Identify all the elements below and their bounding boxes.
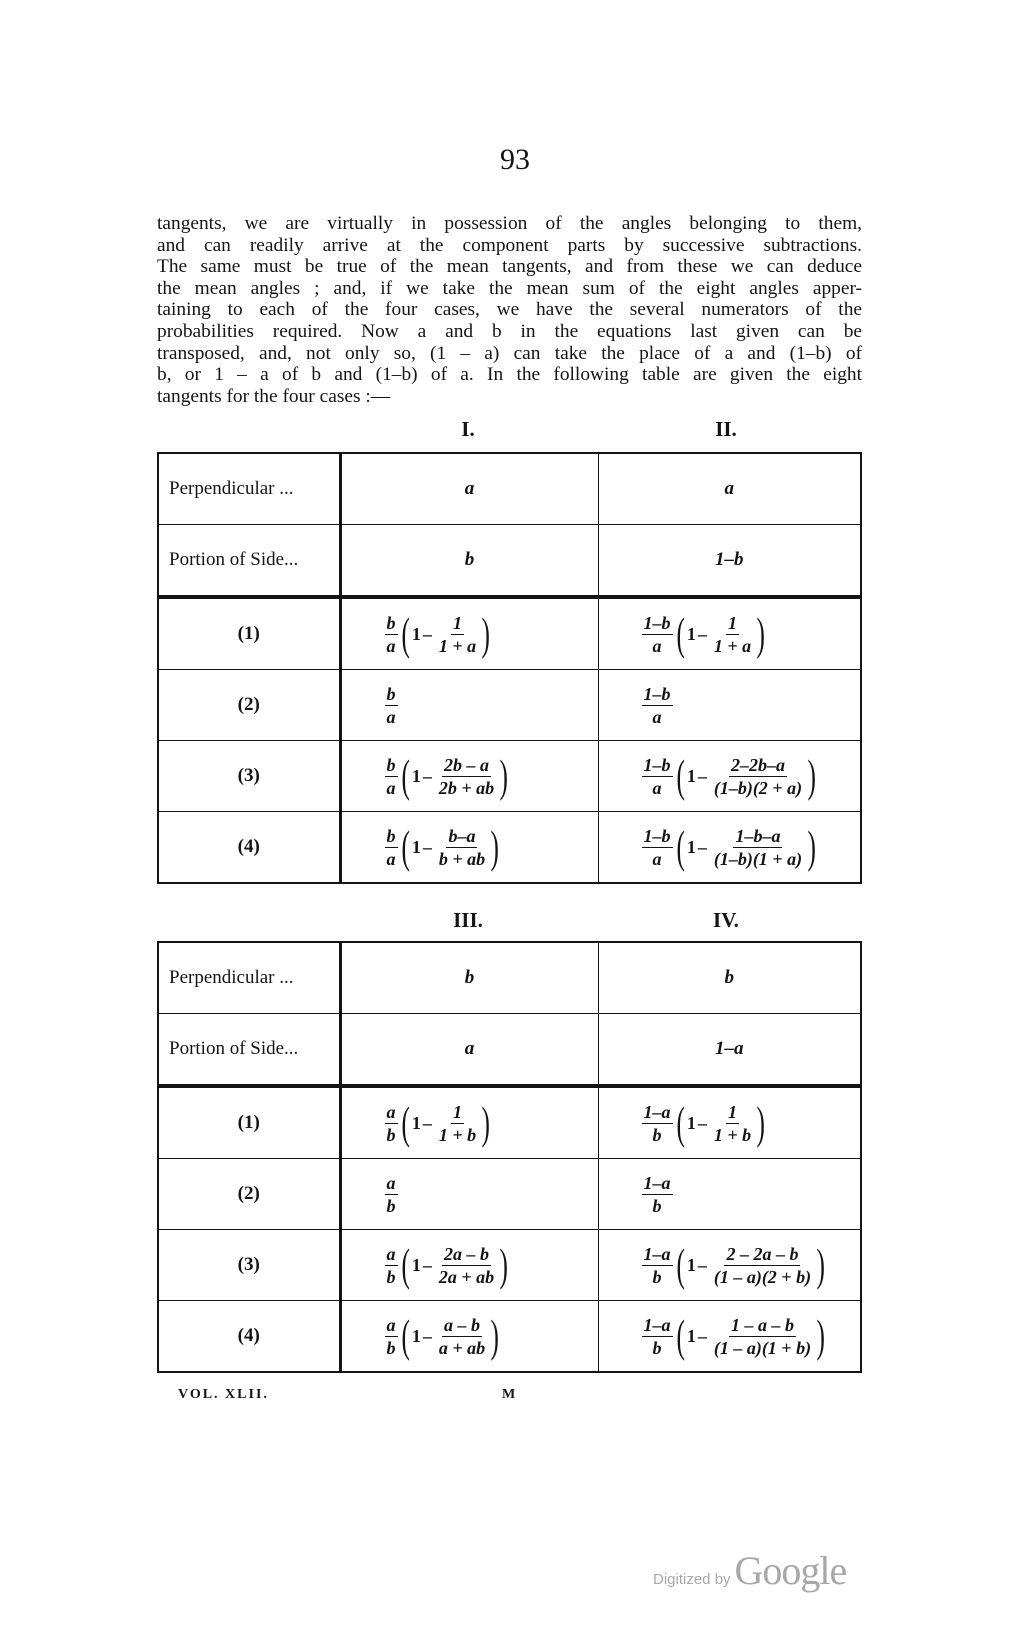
fraction-numerator: a bbox=[386, 1314, 396, 1335]
fraction-denominator: a bbox=[386, 635, 396, 656]
right-paren: ) bbox=[807, 821, 816, 872]
fraction bbox=[385, 684, 398, 727]
constant-one: 1 bbox=[411, 765, 421, 786]
perpendicular-value: b bbox=[340, 942, 598, 1014]
fraction bbox=[385, 613, 398, 656]
minus-sign: – bbox=[422, 765, 432, 786]
body-paragraph bbox=[157, 213, 862, 407]
constant-one: 1 bbox=[411, 836, 421, 857]
tangent-expression bbox=[340, 741, 598, 812]
paragraph-line: and can readily arrive at the component parts by successive subtractions. bbox=[157, 234, 862, 256]
perpendicular-value: a bbox=[724, 478, 734, 499]
math-expression bbox=[639, 608, 766, 659]
fraction bbox=[712, 1244, 813, 1287]
fraction-numerator: 1–b bbox=[643, 612, 671, 633]
minus-sign: – bbox=[697, 765, 707, 786]
fraction-numerator: 1–b bbox=[643, 754, 671, 775]
case-label: II. bbox=[715, 417, 737, 441]
minus-sign: – bbox=[697, 623, 707, 644]
left-paren: ( bbox=[675, 1239, 685, 1290]
tangent-expression bbox=[598, 1230, 861, 1301]
portion-row bbox=[158, 525, 861, 598]
fraction-denominator: 2b + ab bbox=[438, 777, 495, 798]
fraction-denominator: a bbox=[386, 777, 396, 798]
fraction bbox=[385, 755, 398, 798]
math-expression bbox=[382, 684, 401, 727]
fraction-denominator: 1 + b bbox=[713, 1124, 752, 1145]
fraction-denominator: a + ab bbox=[438, 1337, 486, 1358]
math-expression bbox=[639, 1097, 766, 1148]
tangent-expression bbox=[598, 670, 861, 741]
tangent-expression bbox=[598, 1086, 861, 1159]
fraction-numerator: 1–b bbox=[643, 825, 671, 846]
fraction-denominator: b bbox=[386, 1195, 396, 1216]
tangent-row bbox=[158, 1301, 861, 1373]
fraction bbox=[642, 684, 673, 727]
math-expression bbox=[382, 1310, 500, 1361]
fraction-numerator: 1 bbox=[727, 1101, 737, 1122]
left-paren: ( bbox=[400, 1310, 410, 1361]
fraction bbox=[642, 1315, 673, 1358]
fraction bbox=[437, 1244, 496, 1287]
fraction-numerator: b–a bbox=[448, 825, 476, 846]
math-expression bbox=[382, 750, 509, 801]
minus-sign: – bbox=[697, 836, 707, 857]
portion-value: 1–b bbox=[598, 525, 861, 598]
case-label: III. bbox=[453, 908, 483, 932]
case-labels-bottom bbox=[157, 908, 859, 938]
fraction-numerator: 1–b bbox=[643, 683, 671, 704]
tangent-row-label: (3) bbox=[158, 741, 340, 812]
fraction bbox=[385, 826, 398, 869]
right-paren: ) bbox=[481, 1097, 490, 1148]
math-expression bbox=[382, 1173, 401, 1216]
tangent-row bbox=[158, 1230, 861, 1301]
perpendicular-row bbox=[158, 942, 861, 1014]
tangent-expression bbox=[340, 1159, 598, 1230]
fraction bbox=[437, 826, 487, 869]
fraction bbox=[385, 1173, 398, 1216]
right-paren: ) bbox=[499, 1239, 508, 1290]
right-paren: ) bbox=[756, 1097, 765, 1148]
fraction-numerator: 1–b–a bbox=[735, 825, 781, 846]
paragraph-line: transposed, and, not only so, (1 – a) can take the place of a and (1–b) of bbox=[157, 342, 862, 364]
fraction bbox=[712, 826, 804, 869]
tangent-row bbox=[158, 670, 861, 741]
perpendicular-row bbox=[158, 453, 861, 525]
fraction-denominator: (1–b)(2 + a) bbox=[713, 777, 803, 798]
constant-one: 1 bbox=[411, 623, 421, 644]
math-expression bbox=[382, 608, 491, 659]
tangent-expression bbox=[598, 1301, 861, 1373]
fraction-denominator: b bbox=[652, 1266, 662, 1287]
math-expression bbox=[382, 1097, 491, 1148]
constant-one: 1 bbox=[686, 836, 696, 857]
fraction-numerator: b bbox=[386, 612, 396, 633]
fraction bbox=[642, 613, 673, 656]
fraction-denominator: b bbox=[386, 1266, 396, 1287]
page-number: 93 bbox=[500, 143, 530, 176]
left-paren: ( bbox=[675, 821, 685, 872]
fraction-numerator: a bbox=[386, 1101, 396, 1122]
fraction-numerator: 1–a bbox=[643, 1172, 671, 1193]
fraction-denominator: 1 + a bbox=[713, 635, 752, 656]
portion-value: b bbox=[340, 525, 598, 598]
constant-one: 1 bbox=[686, 623, 696, 644]
fraction bbox=[642, 755, 673, 798]
minus-sign: – bbox=[697, 1325, 707, 1346]
fraction-denominator: 2a + ab bbox=[438, 1266, 495, 1287]
fraction-denominator: 1 + a bbox=[438, 635, 477, 656]
tangent-row-label: (2) bbox=[158, 1159, 340, 1230]
tangent-expression bbox=[340, 1086, 598, 1159]
case-label: IV. bbox=[713, 908, 739, 932]
fraction-numerator: 2 – 2a – b bbox=[726, 1243, 799, 1264]
fraction bbox=[642, 1173, 673, 1216]
case-labels-top bbox=[157, 417, 859, 447]
case-label: I. bbox=[461, 417, 475, 441]
right-paren: ) bbox=[481, 608, 490, 659]
paragraph-line: The same must be true of the mean tangents, and from these we can deduce bbox=[157, 256, 862, 278]
fraction bbox=[642, 1244, 673, 1287]
fraction bbox=[712, 755, 804, 798]
right-paren: ) bbox=[816, 1310, 825, 1361]
constant-one: 1 bbox=[411, 1254, 421, 1275]
minus-sign: – bbox=[422, 623, 432, 644]
fraction-numerator: b bbox=[386, 825, 396, 846]
paragraph-line: tangents for the four cases :— bbox=[157, 385, 391, 407]
tangent-row bbox=[158, 1086, 861, 1159]
right-paren: ) bbox=[490, 1310, 499, 1361]
tangent-row bbox=[158, 812, 861, 884]
fraction-denominator: b bbox=[652, 1124, 662, 1145]
fraction bbox=[385, 1244, 398, 1287]
fraction bbox=[712, 1315, 813, 1358]
fraction-denominator: b + ab bbox=[438, 848, 486, 869]
constant-one: 1 bbox=[411, 1112, 421, 1133]
fraction-denominator: b bbox=[386, 1124, 396, 1145]
perpendicular-label: Perpendicular ... bbox=[158, 942, 340, 1014]
fraction-numerator: a bbox=[386, 1243, 396, 1264]
minus-sign: – bbox=[697, 1112, 707, 1133]
fraction bbox=[712, 1102, 753, 1145]
fraction bbox=[437, 1315, 487, 1358]
minus-sign: – bbox=[697, 1254, 707, 1275]
fraction-numerator: 2a – b bbox=[443, 1243, 489, 1264]
left-paren: ( bbox=[400, 608, 410, 659]
left-paren: ( bbox=[675, 1097, 685, 1148]
fraction-numerator: 1–a bbox=[643, 1243, 671, 1264]
fraction-numerator: 1–a bbox=[643, 1101, 671, 1122]
perpendicular-label: Perpendicular ... bbox=[158, 453, 340, 525]
fraction-numerator: b bbox=[386, 754, 396, 775]
tangent-expression bbox=[340, 670, 598, 741]
left-paren: ( bbox=[400, 1239, 410, 1290]
fraction-denominator: (1 – a)(2 + b) bbox=[713, 1266, 812, 1287]
constant-one: 1 bbox=[686, 1254, 696, 1275]
fraction-numerator: 1 – a – b bbox=[730, 1314, 794, 1335]
right-paren: ) bbox=[756, 608, 765, 659]
math-expression bbox=[639, 821, 817, 872]
tangents-table-cases-1-2 bbox=[157, 452, 862, 884]
left-paren: ( bbox=[675, 608, 685, 659]
tangent-expression bbox=[340, 1230, 598, 1301]
watermark-brand: Google bbox=[734, 1548, 847, 1593]
fraction-numerator: b bbox=[386, 683, 396, 704]
fraction-denominator: b bbox=[386, 1337, 396, 1358]
tangent-row-label: (4) bbox=[158, 812, 340, 884]
tangent-row-label: (1) bbox=[158, 1086, 340, 1159]
right-paren: ) bbox=[490, 821, 499, 872]
tangent-expression bbox=[598, 741, 861, 812]
tangent-expression bbox=[598, 812, 861, 884]
fraction bbox=[642, 826, 673, 869]
perpendicular-value: a bbox=[340, 453, 598, 525]
fraction-numerator: a – b bbox=[443, 1314, 480, 1335]
right-paren: ) bbox=[499, 750, 508, 801]
math-expression bbox=[639, 684, 676, 727]
portion-value: a bbox=[340, 1014, 598, 1087]
tangent-expression bbox=[340, 597, 598, 670]
fraction-numerator: 1–a bbox=[643, 1314, 671, 1335]
minus-sign: – bbox=[422, 1254, 432, 1275]
math-expression bbox=[639, 1239, 826, 1290]
fraction-denominator: a bbox=[652, 848, 662, 869]
fraction-numerator: 1 bbox=[727, 612, 737, 633]
watermark-prefix: Digitized by bbox=[653, 1571, 731, 1588]
perpendicular-value: b bbox=[724, 967, 734, 988]
left-paren: ( bbox=[675, 750, 685, 801]
left-paren: ( bbox=[400, 750, 410, 801]
portion-label: Portion of Side... bbox=[158, 1014, 340, 1087]
fraction bbox=[437, 613, 478, 656]
tangent-row bbox=[158, 597, 861, 670]
math-expression bbox=[382, 1239, 509, 1290]
right-paren: ) bbox=[816, 1239, 825, 1290]
tangent-row-label: (3) bbox=[158, 1230, 340, 1301]
tangent-row-label: (2) bbox=[158, 670, 340, 741]
digitized-watermark bbox=[653, 1547, 846, 1594]
math-expression bbox=[639, 1310, 826, 1361]
tangent-row bbox=[158, 741, 861, 812]
portion-row bbox=[158, 1014, 861, 1087]
fraction-numerator: 1 bbox=[452, 612, 462, 633]
fraction-denominator: b bbox=[652, 1195, 662, 1216]
fraction-denominator: a bbox=[652, 635, 662, 656]
math-expression bbox=[639, 750, 817, 801]
fraction-numerator: 2b – a bbox=[443, 754, 489, 775]
fraction-denominator: a bbox=[652, 706, 662, 727]
constant-one: 1 bbox=[686, 765, 696, 786]
minus-sign: – bbox=[422, 1112, 432, 1133]
tangent-row-label: (4) bbox=[158, 1301, 340, 1373]
tangent-expression bbox=[598, 1159, 861, 1230]
fraction bbox=[437, 1102, 478, 1145]
tangent-row-label: (1) bbox=[158, 597, 340, 670]
tangent-row bbox=[158, 1159, 861, 1230]
fraction-numerator: a bbox=[386, 1172, 396, 1193]
left-paren: ( bbox=[400, 1097, 410, 1148]
tangent-expression bbox=[340, 1301, 598, 1373]
footer-volume: VOL. XLII. bbox=[178, 1387, 269, 1402]
fraction-denominator: a bbox=[386, 706, 396, 727]
tangent-expression bbox=[340, 812, 598, 884]
constant-one: 1 bbox=[686, 1112, 696, 1133]
fraction-numerator: 1 bbox=[452, 1101, 462, 1122]
fraction-denominator: (1 – a)(1 + b) bbox=[713, 1337, 812, 1358]
left-paren: ( bbox=[400, 821, 410, 872]
fraction-denominator: b bbox=[652, 1337, 662, 1358]
fraction bbox=[642, 1102, 673, 1145]
fraction-denominator: a bbox=[386, 848, 396, 869]
tangent-expression bbox=[598, 597, 861, 670]
constant-one: 1 bbox=[686, 1325, 696, 1346]
paragraph-line: probabilities required. Now a and b in the equations last given can be bbox=[157, 320, 862, 342]
portion-value: 1–a bbox=[598, 1014, 861, 1087]
tangents-table-cases-3-4 bbox=[157, 941, 862, 1373]
minus-sign: – bbox=[422, 1325, 432, 1346]
constant-one: 1 bbox=[411, 1325, 421, 1346]
fraction-denominator: a bbox=[652, 777, 662, 798]
paragraph-line: tangents, we are virtually in possession of the angles belonging to them, bbox=[157, 213, 862, 234]
fraction bbox=[712, 613, 753, 656]
math-expression bbox=[639, 1173, 676, 1216]
paragraph-line: the mean angles ; and, if we take the mean sum of the eight angles apper- bbox=[157, 277, 862, 299]
right-paren: ) bbox=[807, 750, 816, 801]
paragraph-line: b, or 1 – a of b and (1–b) of a. In the following table are given the eight bbox=[157, 364, 862, 386]
fraction-denominator: (1–b)(1 + a) bbox=[713, 848, 803, 869]
fraction bbox=[385, 1315, 398, 1358]
fraction bbox=[437, 755, 496, 798]
minus-sign: – bbox=[422, 836, 432, 857]
math-expression bbox=[382, 821, 500, 872]
left-paren: ( bbox=[675, 1310, 685, 1361]
footer-signature-mark: M bbox=[502, 1387, 516, 1402]
fraction bbox=[385, 1102, 398, 1145]
portion-label: Portion of Side... bbox=[158, 525, 340, 598]
fraction-denominator: 1 + b bbox=[438, 1124, 477, 1145]
fraction-numerator: 2–2b–a bbox=[730, 754, 785, 775]
paragraph-line: taining to each of the four cases, we have the several numerators of the bbox=[157, 299, 862, 321]
